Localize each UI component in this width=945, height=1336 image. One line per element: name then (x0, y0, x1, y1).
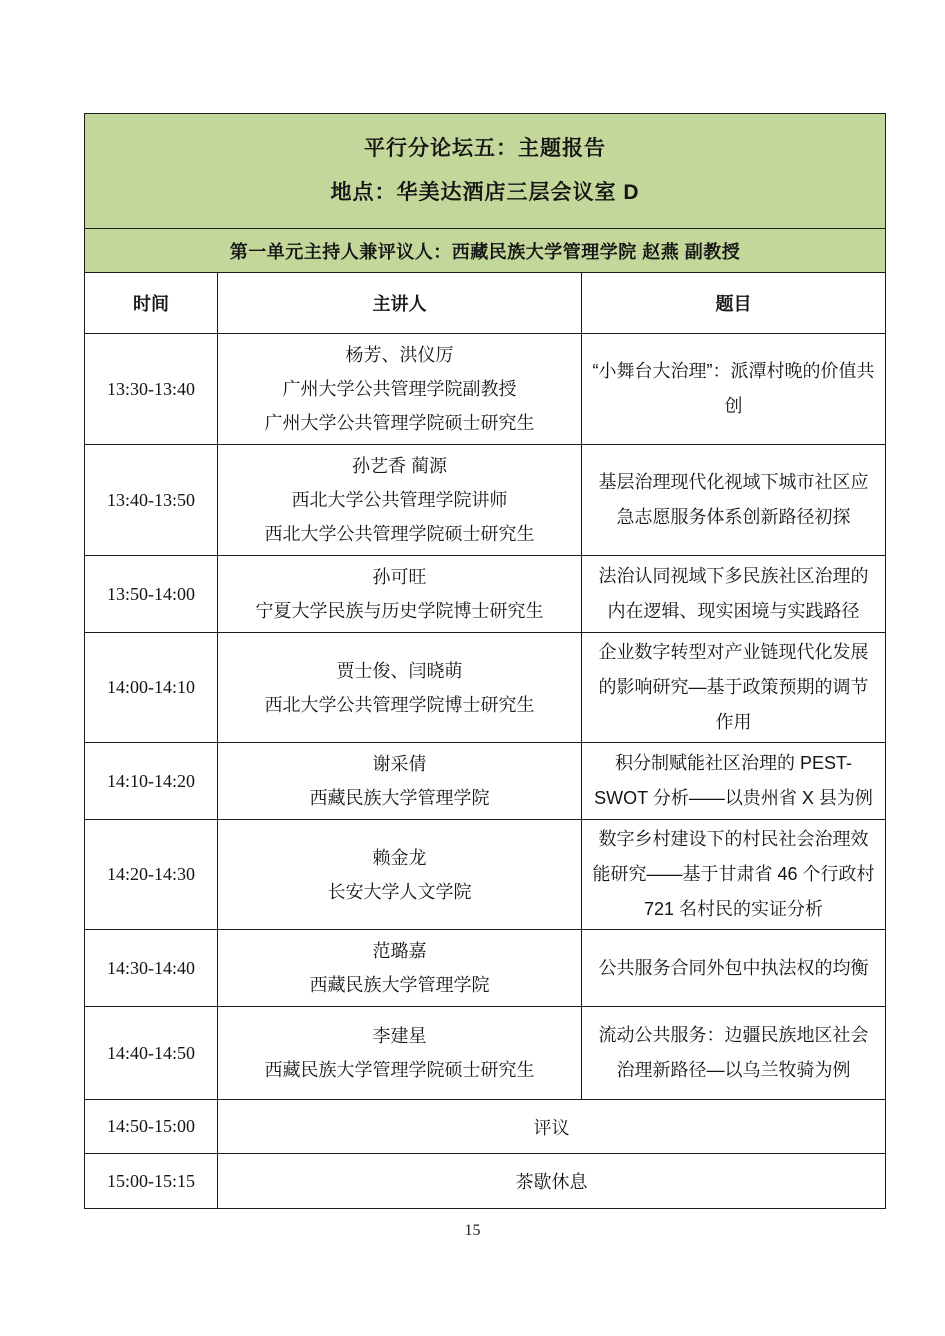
tea-break-row (85, 1154, 886, 1209)
speaker-line: 谢采倩 (372, 754, 427, 774)
forum-title-block (85, 114, 886, 229)
topic-cell: 流动公共服务：边疆民族地区社会治理新路径—以乌兰牧骑为例 (582, 1007, 886, 1100)
forum-schedule-table (84, 113, 886, 1209)
time-cell: 13:40-13:50 (85, 445, 218, 556)
forum-title: 平行分论坛五：主题报告 (364, 137, 606, 160)
time-cell: 13:30-13:40 (85, 334, 218, 445)
speaker-line: 宁夏大学民族与历史学院博士研究生 (255, 601, 544, 621)
page-number: 15 (464, 1222, 481, 1239)
speaker-line: 孙可旺 (372, 567, 427, 587)
unit-header-row (85, 229, 886, 273)
speaker-line: 广州大学公共管理学院硕士研究生 (264, 413, 535, 433)
speaker-line: 贾士俊、闫晓萌 (336, 660, 463, 681)
forum-title-row (85, 114, 886, 229)
discussion-label: 评议 (218, 1100, 886, 1154)
discussion-row (85, 1100, 886, 1154)
table-row (85, 820, 886, 930)
speaker-cell (218, 820, 582, 930)
speaker-cell (218, 930, 582, 1007)
table-row (85, 445, 886, 556)
time-cell: 14:20-14:30 (85, 820, 218, 930)
table-row (85, 1007, 886, 1100)
time-cell: 14:50-15:00 (85, 1100, 218, 1154)
speaker-line: 西北大学公共管理学院讲师 (291, 490, 508, 510)
speaker-line: 西藏民族大学管理学院 (309, 788, 490, 808)
speaker-line: 西北大学公共管理学院博士研究生 (264, 694, 535, 715)
col-header-topic: 题目 (582, 273, 886, 334)
speaker-line: 西北大学公共管理学院硕士研究生 (264, 524, 535, 544)
speaker-line: 杨芳、洪仪厉 (345, 345, 454, 365)
col-header-time: 时间 (85, 273, 218, 334)
speaker-line: 长安大学人文学院 (327, 881, 472, 902)
table-row (85, 334, 886, 445)
speaker-line: 孙艺香 蔺源 (351, 456, 447, 476)
topic-cell: 积分制赋能社区治理的 PEST-SWOT 分析——以贵州省 X 县为例 (582, 743, 886, 820)
time-cell: 13:50-14:00 (85, 556, 218, 633)
forum-location: 地点：华美达酒店三层会议室 D (330, 181, 640, 204)
speaker-cell (218, 1007, 582, 1100)
topic-cell: 数字乡村建设下的村民社会治理效能研究——基于甘肃省 46 个行政村 721 名村民的实证分析 (582, 820, 886, 930)
time-cell: 15:00-15:15 (85, 1154, 218, 1209)
time-cell: 14:10-14:20 (85, 743, 218, 820)
speaker-line: 西藏民族大学管理学院硕士研究生 (264, 1060, 535, 1080)
tea-break-label: 茶歇休息 (218, 1154, 886, 1209)
time-cell: 14:00-14:10 (85, 633, 218, 743)
topic-cell: 法治认同视域下多民族社区治理的内在逻辑、现实困境与实践路径 (582, 556, 886, 633)
table-row (85, 556, 886, 633)
speaker-line: 广州大学公共管理学院副教授 (282, 379, 517, 399)
col-header-speaker: 主讲人 (218, 273, 582, 334)
speaker-line: 李建星 (372, 1026, 427, 1046)
table-row (85, 633, 886, 743)
speaker-cell (218, 743, 582, 820)
speaker-cell (218, 445, 582, 556)
speaker-cell (218, 556, 582, 633)
table-row (85, 743, 886, 820)
table-row (85, 930, 886, 1007)
speaker-cell (218, 633, 582, 743)
speaker-line: 赖金龙 (372, 847, 427, 868)
unit-header: 第一单元主持人兼评议人：西藏民族大学管理学院 赵燕 副教授 (85, 229, 886, 273)
time-cell: 14:40-14:50 (85, 1007, 218, 1100)
speaker-line: 西藏民族大学管理学院 (309, 975, 490, 995)
time-cell: 14:30-14:40 (85, 930, 218, 1007)
speaker-line: 范璐嘉 (372, 941, 427, 961)
column-header-row (85, 273, 886, 334)
topic-cell: “小舞台大治理”：派潭村晚的价值共创 (582, 334, 886, 445)
topic-cell: 企业数字转型对产业链现代化发展的影响研究—基于政策预期的调节作用 (582, 633, 886, 743)
topic-cell: 基层治理现代化视域下城市社区应急志愿服务体系创新路径初探 (582, 445, 886, 556)
topic-cell: 公共服务合同外包中执法权的均衡 (582, 930, 886, 1007)
speaker-cell (218, 334, 582, 445)
